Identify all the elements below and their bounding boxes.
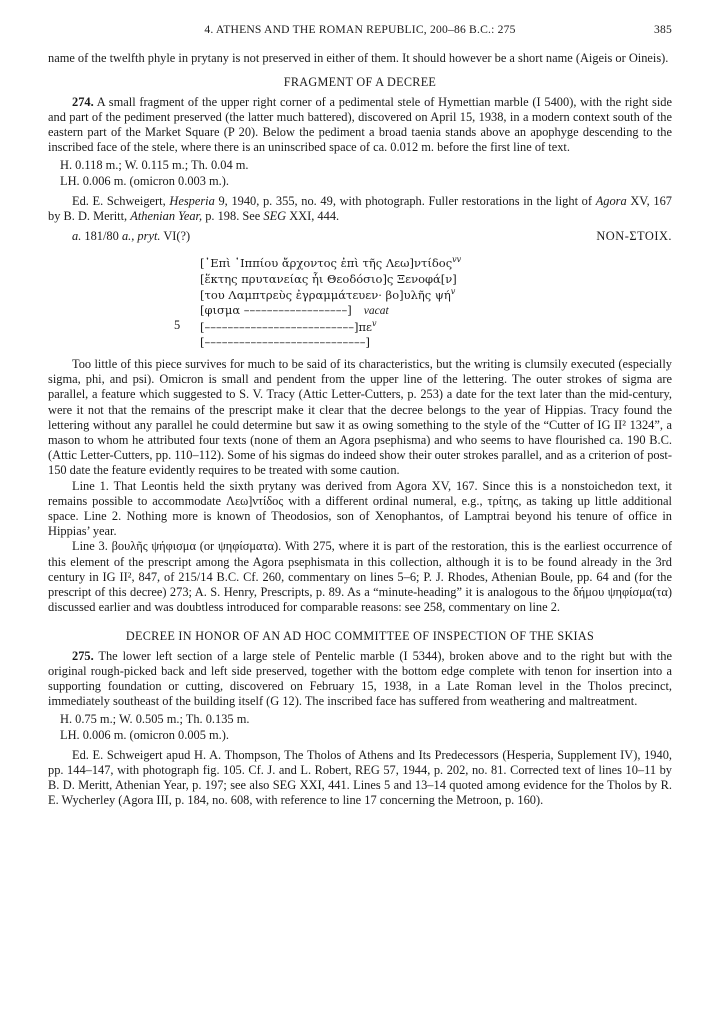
entry-274-description: 274. A small fragment of the upper right corner of a pedimental stele of Hymettian marble (I 5400), with the right side and part of the pediment preserved (the latter much battered), discovered on April 15, 1938, in a modern context south of the eastern part of the Market Square (P 20). Below the pediment a broad taenia stands above an apophyge descending to the inscribed face of the stele, where there is an uninscribed space of ca. 0.012 m. before the first line of text. bbox=[48, 94, 673, 155]
commentary-paragraph: Line 1. That Leontis held the sixth prytany was derived from Agora XV, 167. Since this is a nonstoichedon text, it remains possible to accommodate Λεω]ντίδος with a different ordinal numeral, e.g., τρίτης, as taking up little additional space. Line 2. Nothing more is known of Theodosios, son of Xenophantos, of Lamptrai beyond his tenure of office in Hippias’ year. bbox=[48, 478, 672, 539]
entry-275-description: 275. The lower left section of a large stele of Pentelic marble (I 5344), broken above and to the right but with the original rough-picked back and left side preserved, together with the bottom edge complete with tenon for insertion into a supporting foundation or cutting, discovered on February 15, 1938, in a Late Roman level in the Tholos precinct, immediately southeast of the building itself (G 12). The inscribed face has suffered from weathering and maltreatment. bbox=[48, 648, 673, 709]
running-title: 4. ATHENS AND THE ROMAN REPUBLIC, 200–86 B.C.: 275 bbox=[204, 23, 516, 36]
measurements-275 bbox=[48, 712, 672, 742]
inscription-line: [––––––––––––––––––––––––––––] bbox=[200, 335, 370, 350]
letter-height: LH. 0.006 m. (omicron 0.003 m.). bbox=[60, 173, 229, 188]
stoichedon-label: NON-ΣΤΟΙΧ. bbox=[596, 229, 672, 244]
inscription-line: [᾿Επὶ ῾Ιππίου ἄρχοντος ἐπὶ τῆς Λεω]ντίδος$^{vv}$ bbox=[200, 255, 462, 271]
section-title-skias: DECREE IN HONOR OF AN AD HOC COMMITTEE OF INSPECTION OF THE SKIAS bbox=[125, 629, 595, 644]
intro-paragraph: name of the twelfth phyle in prytany is not preserved in either of them. It should however be a short name (Aigeis or Oineis). bbox=[48, 51, 669, 66]
section-title-fragment: FRAGMENT OF A DECREE bbox=[283, 75, 437, 90]
inscription-line: $[--------------------------]\pi\varepsilon^v$ bbox=[200, 318, 377, 334]
inscription-line: [φισμα ––––––––––––––––––] vacat bbox=[200, 303, 389, 318]
commentary-paragraph: Line 3. βουλῆς ψήφισμα (or ψηφίσματα). With 275, where it is part of the restoration, this is the earliest occurrence of this element of the prescript among the Agora psephismata in this collection, although it is to be found already in the 3rd century in IG II², 847, of 215/14 B.C. Cf. 260, commentary on lines 5–6; P. J. Rhodes, Athenian Boule, pp. 64 and (for the prescript of this decree) 273; A. S. Henry, Prescripts, p. 89. As a “minute-heading” it is analogous to the δήμου ψηφίσμα(τα) discussed earlier and was doubtless introduced for comparable reasons: see 258, commentary on line 2. bbox=[48, 539, 672, 615]
inscription-line: [του Λαμπτρεὺς ἐγραμμάτευεν· βο]υλῆς $\psi ή^v$ bbox=[200, 286, 456, 302]
entry-number: 275. bbox=[72, 648, 94, 663]
entry-number: 274. bbox=[72, 94, 94, 109]
commentary-paragraph: Too little of this piece survives for much to be said of its characteristics, but the writing is clumsily executed (especially sigma, phi, and psi). Omicron is small and pendent from the upper line of the lettering. The outer strokes of sigma are parallel, a feature which suggested to S. V. Tracy (Attic Letter-Cutters, p. 253) a date for the text later than the mid-century, were it not that the remains of the prescript make it clear that the decree belongs to the year of Hippias. Tracy found the lettering without any parallel he could determine but saw it as owing something to the style of the “Cutter of IG II² 1324”, a mason to whom he attributed four texts (none of them an Agora psephisma) and who seems to have flourished ca. 190 B.C. (Attic Letter-Cutters, pp. 110–112). Some of his sigmas do indeed show their outer strokes parallel, and as a criterion of post-150 date the feature evidently requires to be treated with some caution. bbox=[48, 357, 672, 478]
line-number: 5 bbox=[174, 318, 181, 333]
date-line: a. 181/80 a., pryt. VI(?) NON-ΣΤΟΙΧ. bbox=[72, 229, 672, 244]
document-page bbox=[48, 22, 672, 809]
letter-height: LH. 0.006 m. (omicron 0.005 m.). bbox=[60, 727, 229, 742]
running-header bbox=[48, 22, 672, 37]
page-number: 385 bbox=[654, 23, 672, 36]
inscription-line: [ἕκτης πρυτανείας ἧι Θεοδόσιο]ς Ξενοφά[ν] bbox=[200, 272, 457, 287]
inscription-text bbox=[174, 255, 672, 351]
dimensions: H. 0.75 m.; W. 0.505 m.; Th. 0.135 m. bbox=[60, 712, 250, 727]
measurements-274 bbox=[48, 158, 672, 188]
edition-note-274: Ed. E. Schweigert, Hesperia 9, 1940, p. 355, no. 49, with photograph. Fuller restorations in the light of Agora XV, 167 by B. D. Meritt, Athenian Year, p. 198. See SEG XXI, 444. bbox=[48, 193, 672, 224]
edition-note-275: Ed. E. Schweigert apud H. A. Thompson, The Tholos of Athens and Its Predecessors (Hesperia, Supplement IV), 1940, pp. 144–147, with photograph fig. 105. Cf. J. and L. Robert, REG 57, 1944, p. 202, no. 81. Corrected text of lines 10–11 by B. D. Meritt, Athenian Year, p. 197; see also SEG XXI, 441. Lines 5 and 13–14 quoted among evidence for the Tholos by R. E. Wycherley (Agora III, p. 184, no. 608, with reference to line 17 concerning the Metroon, p. 160). bbox=[48, 747, 672, 808]
dimensions: H. 0.118 m.; W. 0.115 m.; Th. 0.04 m. bbox=[60, 158, 249, 173]
